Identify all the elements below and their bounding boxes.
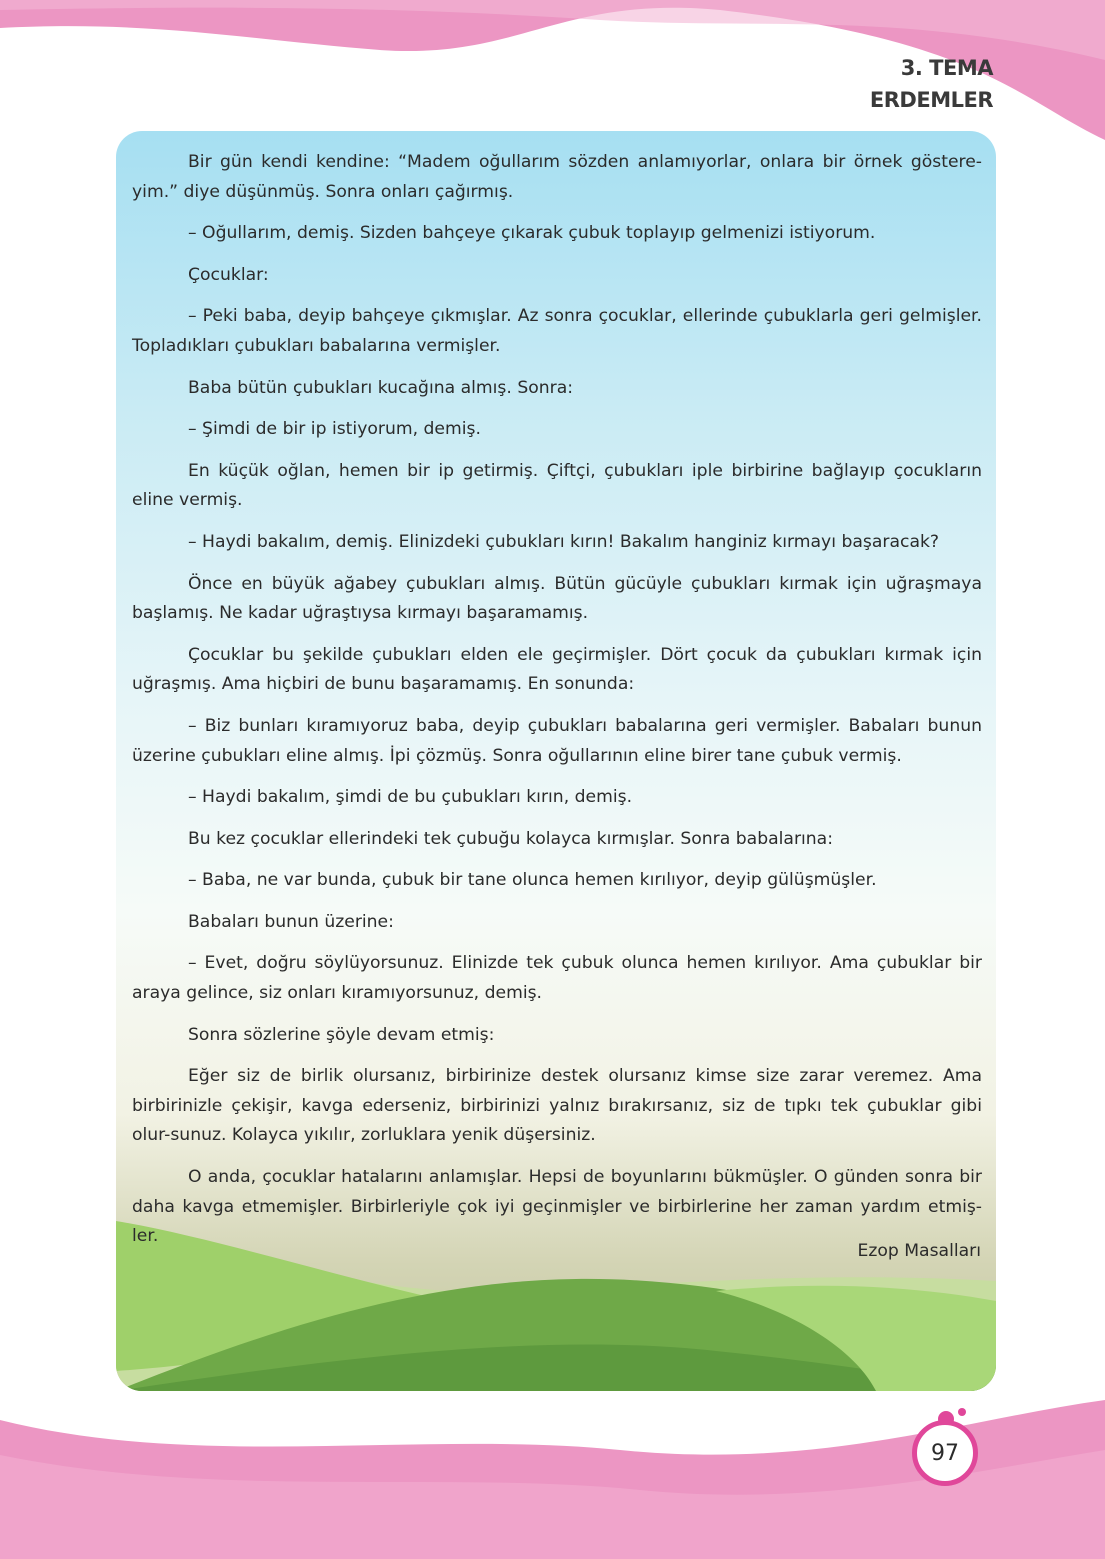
paragraph: – Baba, ne var bunda, çubuk bir tane olunca hemen kırılıyor, deyip gülüşmüşler. (188, 870, 877, 891)
paragraph: – Oğullarım, demiş. Sizden bahçeye çıkarak çubuk toplayıp gelmenizi istiyorum. (188, 223, 876, 244)
theme-name: ERDEMLER (869, 88, 993, 112)
paragraph: – Evet, doğru söylüyorsunuz. Elinizde tek çubuk olunca hemen kırılıyor. Ama çubuklar bir araya gelince, siz onları kıramıyorsunuz, demiş. (132, 953, 982, 1004)
paragraph: – Şimdi de bir ip istiyorum, demiş. (188, 419, 481, 440)
page-number: 97 (912, 1420, 978, 1486)
paragraph: Eğer siz de birlik olursanız, birbirinize destek olursanız kimse size zarar veremez. Ama birbirinizle çekişir, kavga ederseniz, birbirinizi yalnız bırakırsanız, siz de tıpkı tek çubuklar gibi olur-sunuz. Kolayca yıkılır, zorluklara yenik düşersiniz. (132, 1066, 982, 1146)
paragraph: En küçük oğlan, hemen bir ip getirmiş. Çiftçi, çubukları iple birbirine bağlayıp çocukların eline vermiş. (132, 460, 982, 511)
theme-number: 3. TEMA (900, 56, 993, 80)
theme-header (870, 52, 993, 116)
paragraph: Bir gün kendi kendine: “Madem oğullarım sözden anlamıyorlar, onlara bir örnek göstere-yim.” diye düşünmüş. Sonra onları çağırmış. (132, 152, 982, 202)
paragraph: Çocuklar: (188, 264, 269, 285)
paragraph: Baba bütün çubukları kucağına almış. Sonra: (188, 377, 574, 398)
paragraph: O anda, çocuklar hatalarını anlamışlar. Hepsi de boyunlarını bükmüşler. O günden sonra bir daha kavga etmemişler. Birbirleriyle çok iyi geçinmişler ve birbirlerine her zaman yardım etmiş-ler. (132, 1167, 982, 1247)
decor-bubble-small (958, 1408, 966, 1416)
story-source: Ezop Masalları (857, 1241, 981, 1261)
paragraph: Önce en büyük ağabey çubukları almış. Bütün gücüyle çubukları kırmak için uğraşmaya başlamış. Ne kadar uğraştıysa kırmayı başaramamış. (132, 573, 982, 624)
story-text (132, 148, 982, 1264)
paragraph: – Peki baba, deyip bahçeye çıkmışlar. Az sonra çocuklar, ellerinde çubuklarla geri gelmişler. Topladıkları çubukları babalarına vermişler. (132, 306, 982, 356)
paragraph: Çocuklar bu şekilde çubukları elden ele geçirmişler. Dört çocuk da çubukları kırmak için uğraşmış. Ama hiçbiri de bunu başaramamış. En sonunda: (132, 644, 982, 695)
paragraph: – Haydi bakalım, demiş. Elinizdeki çubukları kırın! Bakalım hanginiz kırmayı başaracak? (188, 531, 940, 552)
paragraph: Babaları bunun üzerine: (188, 911, 394, 932)
paragraph: Sonra sözlerine şöyle devam etmiş: (188, 1024, 495, 1045)
paragraph: – Biz bunları kıramıyoruz baba, deyip çubukları babalarına geri vermişler. Babaları bunun üzerine çubukları eline almış. İpi çözmüş. Sonra oğullarının eline birer tane çubuk vermiş. (132, 715, 982, 766)
paragraph: – Haydi bakalım, şimdi de bu çubukları kırın, demiş. (188, 787, 633, 808)
paragraph: Bu kez çocuklar ellerindeki tek çubuğu kolayca kırmışlar. Sonra babalarına: (188, 828, 833, 849)
